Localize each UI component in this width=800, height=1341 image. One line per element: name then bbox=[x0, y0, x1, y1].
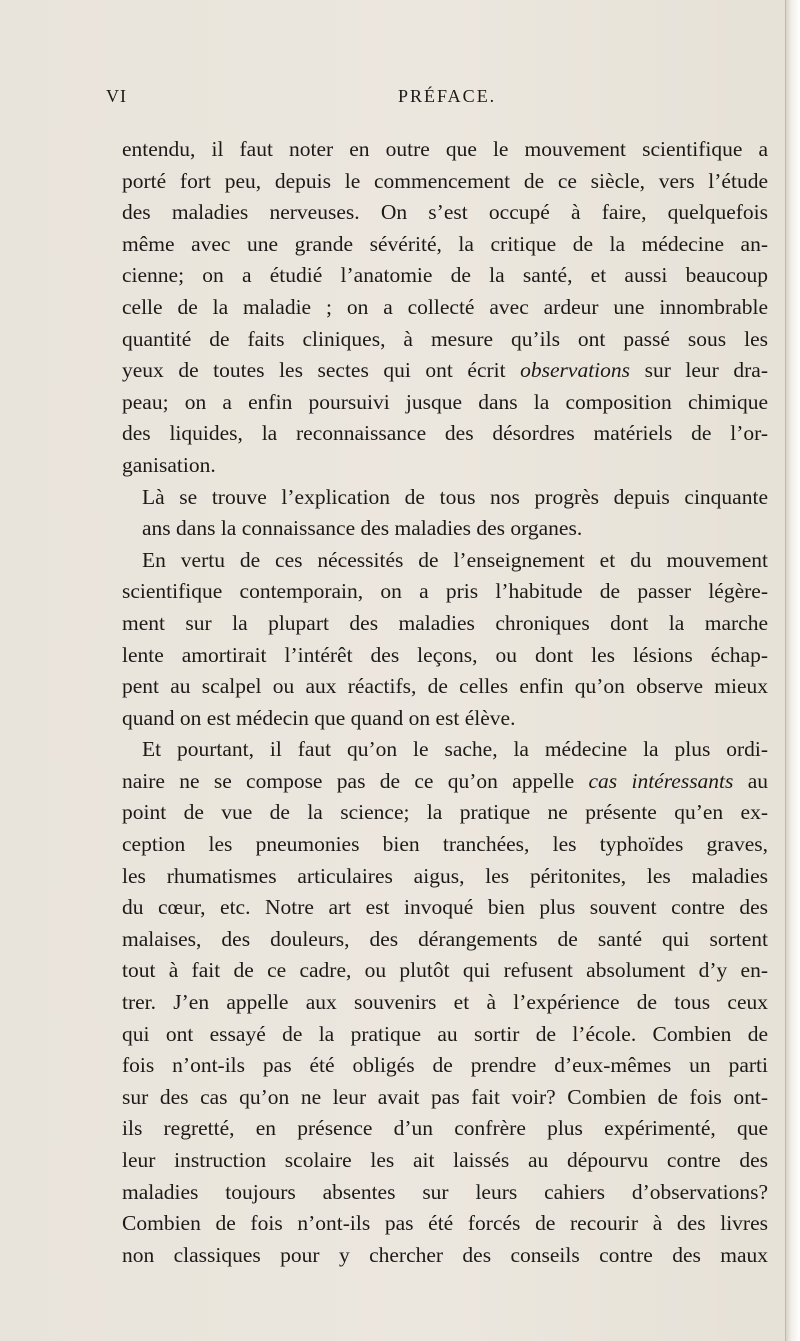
text-run: yeux de toutes les sectes qui ont écrit bbox=[122, 358, 521, 383]
text-line: ment sur la plupart des maladies chroniques dont la marche bbox=[122, 610, 768, 635]
text-line: même avec une grande sévérité, la critique de la médecine an- bbox=[122, 231, 768, 256]
italic-term: observations bbox=[520, 358, 631, 383]
text-line: tout à fait de ce cadre, ou plutôt qui refusent absolument d’y en- bbox=[122, 958, 768, 983]
text-line: quand on est médecin que quand on est élève. bbox=[122, 705, 516, 730]
text-line: les rhumatismes articulaires aigus, les péritonites, les maladies bbox=[122, 863, 768, 888]
text-line: sur des cas qu’on ne leur avait pas fait voir? Combien de fois ont- bbox=[122, 1084, 768, 1109]
text-line: En vertu de ces nécessités de l’enseignement et du mouvement bbox=[142, 547, 768, 572]
text-line: cienne; on a étudié l’anatomie de la santé, et aussi beaucoup bbox=[122, 263, 768, 288]
text-line: peau; on a enfin poursuivi jusque dans la composition chimique bbox=[122, 389, 768, 414]
text-line: leur instruction scolaire les ait laissés au dépourvu contre des bbox=[122, 1148, 768, 1172]
page-header bbox=[0, 86, 800, 116]
page-number: VI bbox=[106, 86, 127, 106]
text-line: celle de la maladie ; on a collecté avec ardeur une innombrable bbox=[122, 294, 768, 319]
text-line: pent au scalpel ou aux réactifs, de celles enfin qu’on observe mieux bbox=[122, 674, 768, 699]
text-line: trer. J’en appelle aux souvenirs et à l’expérience de tous ceux bbox=[122, 990, 768, 1015]
text-line: ception les pneumonies bien tranchées, les typhoïdes graves, bbox=[122, 832, 768, 857]
text-line: porté fort peu, depuis le commencement de ce siècle, vers l’étude bbox=[122, 168, 768, 193]
text-line: lente amortirait l’intérêt des leçons, ou dont les lésions échap- bbox=[122, 642, 768, 667]
running-title: PRÉFACE. bbox=[398, 86, 497, 106]
text-run: sur leur dra- bbox=[630, 358, 768, 383]
text-line: non classiques pour y chercher des conseils contre des maux bbox=[122, 1242, 768, 1267]
text-line bbox=[122, 766, 768, 798]
text-line bbox=[122, 355, 768, 387]
text-line: Là se trouve l’explication de tous nos progrès depuis cinquante bbox=[142, 484, 768, 509]
text-line: fois n’ont-ils pas été obligés de prendre d’eux-mêmes un parti bbox=[122, 1053, 768, 1078]
text-line: ans dans la connaissance des maladies des organes. bbox=[142, 516, 583, 541]
text-run: naire ne se compose pas de ce qu’on appelle bbox=[122, 768, 589, 793]
text-line: point de vue de la science; la pratique ne présente qu’en ex- bbox=[122, 800, 768, 825]
italic-term: cas intéressants bbox=[588, 768, 734, 793]
text-run: au bbox=[733, 768, 768, 793]
text-line: Combien de fois n’ont-ils pas été forcés de recourir à des livres bbox=[122, 1211, 768, 1236]
text-line: du cœur, etc. Notre art est invoqué bien plus souvent contre des bbox=[122, 895, 768, 920]
text-line: des maladies nerveuses. On s’est occupé à faire, quelquefois bbox=[122, 200, 768, 225]
text-line: maladies toujours absentes sur leurs cahiers d’observations? bbox=[122, 1179, 768, 1204]
text-line: Et pourtant, il faut qu’on le sache, la médecine la plus ordi- bbox=[142, 737, 768, 762]
text-line: ils regretté, en présence d’un confrère plus expérimenté, que bbox=[122, 1116, 768, 1141]
text-line: scientifique contemporain, on a pris l’habitude de passer légère- bbox=[122, 579, 768, 604]
text-line: malaises, des douleurs, des dérangements de santé qui sortent bbox=[122, 926, 768, 951]
text-line: des liquides, la reconnaissance des désordres matériels de l’or- bbox=[122, 421, 768, 446]
text-line: quantité de faits cliniques, à mesure qu’ils ont passé sous les bbox=[122, 326, 768, 351]
text-line: ganisation. bbox=[122, 452, 216, 477]
page-edge bbox=[785, 0, 800, 1341]
text-line: qui ont essayé de la pratique au sortir de l’école. Combien de bbox=[122, 1021, 768, 1046]
body-text bbox=[122, 134, 768, 1271]
text-line: entendu, il faut noter en outre que le mouvement scientifique a bbox=[122, 137, 768, 161]
